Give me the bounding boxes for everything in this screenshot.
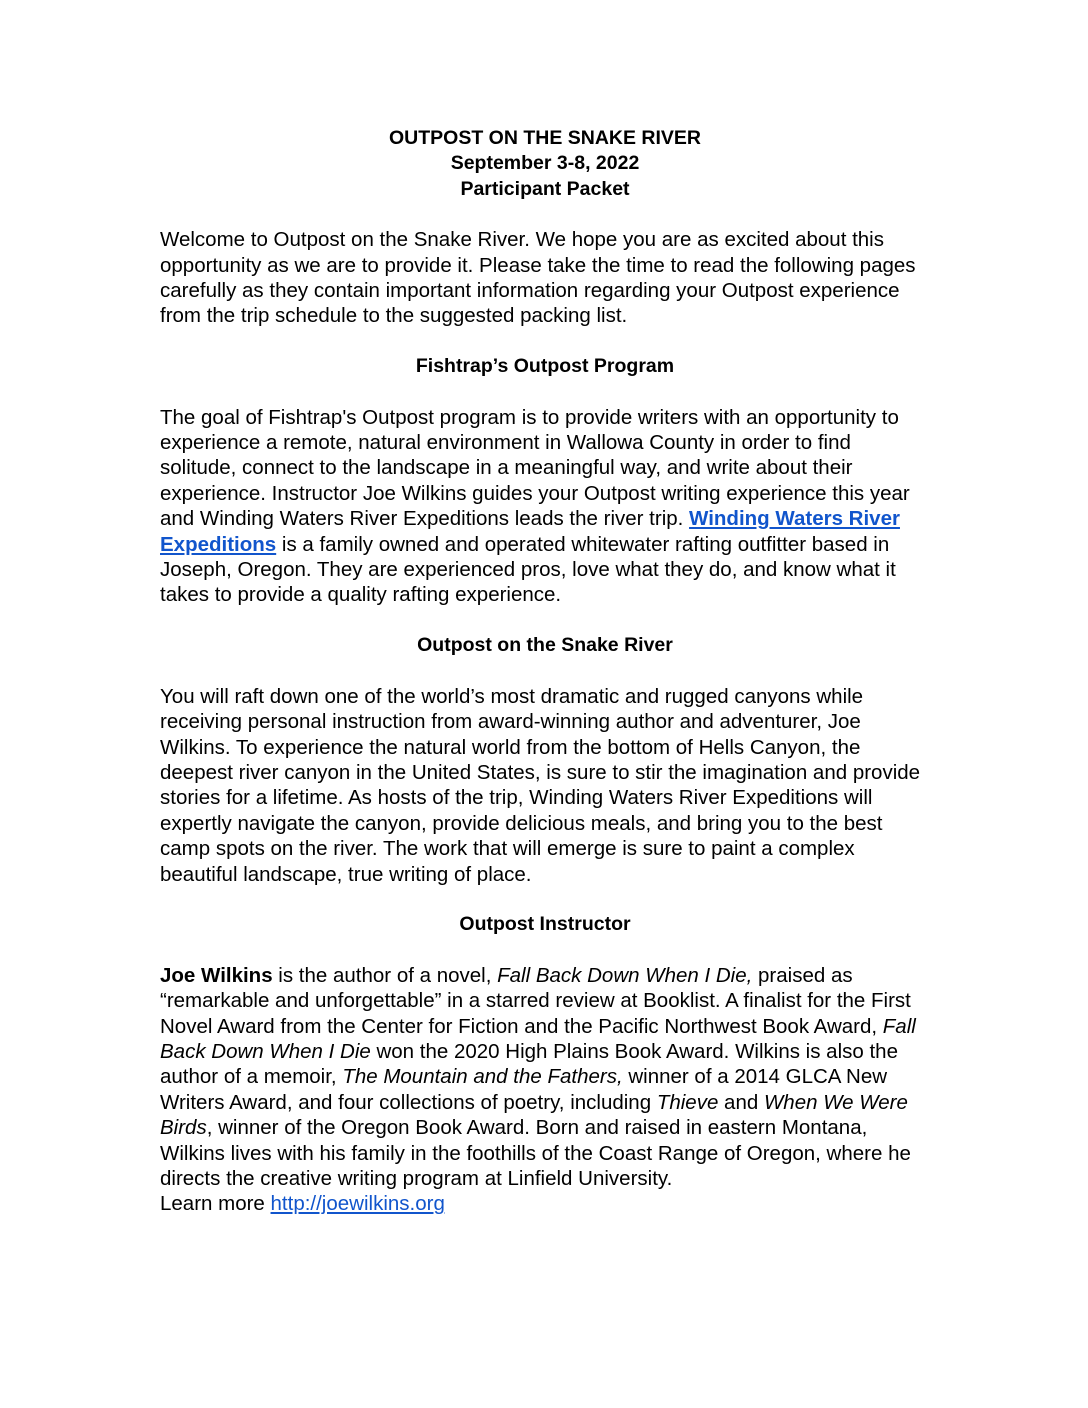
section-heading-program: Fishtrap’s Outpost Program [415, 355, 675, 378]
instructor-text-4: winner of a 2014 GLCA New Writers Award, and four collections of poetry, including [160, 1065, 888, 1114]
instructor-text-3: won the 2020 High Plains Book Award. Wilkins is also the author of a memoir, [160, 1039, 898, 1089]
program-paragraph [160, 405, 930, 608]
section-heading-snake-river: Outpost on the Snake River [417, 634, 673, 657]
winding-waters-link[interactable]: Winding Waters River Expeditions [160, 507, 900, 556]
instructor-text-5: and [718, 1090, 764, 1114]
document-page [160, 126, 930, 1242]
book-title-4: Thieve [656, 1090, 719, 1114]
instructor-text-6: , winner of the Oregon Book Award. Born and raised in eastern Montana, Wilkins lives with his family in the foothills of the Coast Range of Oregon, where he directs the creative writing program at Linfield University. [160, 1116, 911, 1190]
book-title-5: When We Were Birds [160, 1090, 908, 1140]
instructor-name: Joe Wilkins [160, 963, 273, 987]
snake-river-paragraph: You will raft down one of the world’s most dramatic and rugged canyons while receiving personal instruction from award-winning author and adventurer, Joe Wilkins. To experience the natural world from the bottom of Hells Canyon, the deepest river canyon in the United States, is sure to stir the imagination and provide stories for a lifetime. As hosts of the trip, Winding Waters River Expeditions will expertly navigate the canyon, provide delicious meals, and bring you to the best camp spots on the river. The work that will emerge is sure to paint a complex beautiful landscape, true writing of place. [160, 684, 921, 886]
section-heading-instructor: Outpost Instructor [459, 913, 631, 936]
book-title-3: The Mountain and the Fathers, [342, 1065, 623, 1089]
learn-more-label: Learn more [160, 1192, 271, 1216]
title-date: September 3-8, 2022 [450, 152, 640, 175]
intro-paragraph: Welcome to Outpost on the Snake River. We hope you are as excited about this opportunity as we are to provide it. Please take the time to read the following pages carefully as they contain important information regarding your Outpost experience from the trip schedule to the suggested packing list. [160, 228, 916, 328]
program-text-after-link: is a family owned and operated whitewater rafting outfitter based in Joseph, Oregon. They are experienced pros, love what they do, and know what it takes to provide a quality rafting experience. [160, 532, 896, 607]
program-text-before-link: The goal of Fishtrap's Outpost program is to provide writers with an opportunity to experience a remote, natural environment in Wallowa County in order to find solitude, connect to the landscape in a meaningful way, and write about their experience. Instructor Joe Wilkins guides your Outpost writing experience this year and Winding Waters River Expeditions leads the river trip. [160, 405, 910, 531]
book-title-2: Fall Back Down When I Die [160, 1014, 916, 1063]
instructor-paragraph [160, 963, 930, 1217]
book-title-1: Fall Back Down When I Die, [497, 963, 753, 987]
document-title [160, 126, 930, 202]
instructor-text-1: is the author of a novel, [272, 963, 498, 987]
title-subtitle: Participant Packet [460, 177, 630, 200]
instructor-text-2: praised as “remarkable and unforgettable” in a starred review at Booklist. A finalist for the First Novel Award from the Center for Fiction and the Pacific Northwest Book Award, [160, 963, 911, 1038]
title-line-1: OUTPOST ON THE SNAKE RIVER [388, 127, 702, 149]
joewilkins-website-link[interactable]: http://joewilkins.org [270, 1192, 445, 1216]
